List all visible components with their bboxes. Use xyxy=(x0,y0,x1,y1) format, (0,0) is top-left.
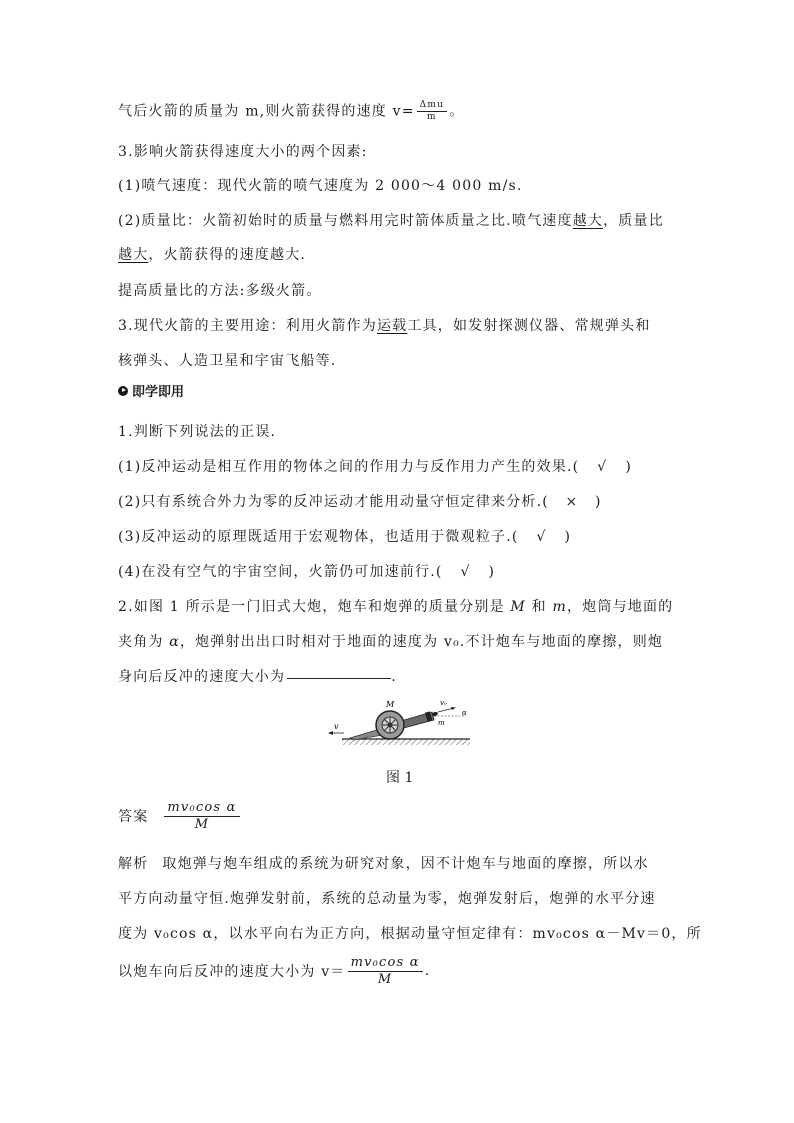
underlined-text: 越大 xyxy=(572,213,604,229)
check-mark: √ xyxy=(460,564,471,580)
line-text: 2.如图 1 所示是一门旧式大炮，炮车和炮弹的质量分别是 xyxy=(118,599,511,615)
wheel-axle xyxy=(388,723,393,728)
q1-title: 1.判断下列说法的正误. xyxy=(118,424,277,440)
q1-item-3 xyxy=(118,526,571,546)
line-text: (2)质量比：火箭初始时的质量与燃料用完时箭体质量之比.喷气速度 xyxy=(118,213,573,229)
line-text: ，炮筒与地面的 xyxy=(566,599,674,615)
q1-item-2 xyxy=(118,491,602,511)
answer-label: 答案 xyxy=(118,809,149,826)
text-line-jet-speed: (1)喷气速度：现代火箭的喷气速度为 2 000～4 000 m/s. xyxy=(118,178,523,194)
text-line-velocity xyxy=(118,100,464,123)
line-text: 和 xyxy=(525,599,553,615)
item-text: (1)反冲运动是相互作用的物体之间的作用力与反作用力产生的效果.( xyxy=(118,459,580,475)
fraction-numerator: mv₀cos α xyxy=(348,955,423,972)
line-text: 身向后反冲的速度大小为 xyxy=(118,669,286,685)
figure-caption: 图 1 xyxy=(386,770,414,786)
analysis-label: 解析 xyxy=(118,856,149,872)
text-line-mass-ratio xyxy=(118,210,664,230)
text-line-factors-title: 3.影响火箭获得速度大小的两个因素: xyxy=(118,144,368,160)
item-close: ) xyxy=(625,459,633,475)
velocity-fraction xyxy=(417,100,447,123)
fraction-denominator: M xyxy=(377,971,393,987)
answer-fraction xyxy=(164,800,239,832)
text-line-mass-ratio-cont xyxy=(118,244,306,264)
line-text: 。 xyxy=(449,103,465,120)
q2-line-1 xyxy=(118,596,673,616)
item-text: (4)在没有空气的宇宙空间，火箭仍可加速前行.( xyxy=(118,564,443,580)
line-text: ，炮弹射出出口时相对于地面的速度为 v₀.不计炮车与地面的摩擦，则炮 xyxy=(179,634,664,650)
check-mark: √ xyxy=(536,529,547,545)
label-alpha: α xyxy=(462,709,467,717)
line-text: . xyxy=(391,669,397,685)
underlined-text: 运载 xyxy=(376,318,408,334)
cross-mark: × xyxy=(565,494,579,510)
var-M: M xyxy=(510,599,526,615)
analysis-line-1 xyxy=(118,853,649,873)
fraction-denominator: M xyxy=(194,816,210,832)
item-close: ) xyxy=(594,494,602,510)
q1-item-4 xyxy=(118,561,495,581)
text-line-uses xyxy=(118,315,651,335)
analysis-line-4 xyxy=(118,955,430,987)
analysis-line-2: 平方向动量守恒.炮弹发射前，系统的总动量为零，炮弹发射后，炮弹的水平分速 xyxy=(118,891,656,907)
line-text: 3.现代火箭的主要用途：利用火箭作为 xyxy=(118,318,377,334)
q2-line-2 xyxy=(118,631,663,651)
answer-line xyxy=(118,800,242,832)
item-text: (3)反冲运动的原理既适用于宏观物体，也适用于微观粒子.( xyxy=(118,529,519,545)
text-line-multistage: 提高质量比的方法:多级火箭。 xyxy=(118,283,322,299)
line-text: 气后火箭的质量为 m,则火箭获得的速度 v= xyxy=(118,103,415,120)
fraction-numerator: Δmu xyxy=(417,100,447,112)
var-m: m xyxy=(552,599,567,615)
fraction-numerator: mv₀cos α xyxy=(164,800,239,817)
label-v0: v₀ xyxy=(440,699,447,707)
analysis-line-3: 度为 v₀cos α，以水平向右为正方向，根据动量守恒定律有：mv₀cos α－Mv＝0，所 xyxy=(118,926,702,942)
line-text: ，质量比 xyxy=(603,213,664,229)
result-fraction xyxy=(348,955,423,987)
line-text: 以炮车向后反冲的速度大小为 v＝ xyxy=(118,964,346,981)
check-mark: √ xyxy=(597,459,608,475)
item-text: (2)只有系统合外力为零的反冲运动才能用动量守恒定律来分析.( xyxy=(118,494,549,510)
underlined-text: 越大 xyxy=(118,247,149,263)
label-m: m xyxy=(438,719,445,727)
line-text: ，火箭获得的速度越大. xyxy=(148,247,307,263)
line-text: 取炮弹与炮车组成的系统为研究对象，因不计炮车与地面的摩擦，所以水 xyxy=(162,856,649,872)
text-line-uses-cont: 核弹头、人造卫星和宇宙飞船等. xyxy=(118,353,337,369)
label-M: M xyxy=(386,700,395,709)
cannon-figure xyxy=(322,698,482,750)
section-title: 即学即用 xyxy=(132,385,185,400)
fraction-denominator: m xyxy=(427,111,437,122)
line-text: 工具，如发射探测仪器、常规弹头和 xyxy=(407,318,651,334)
line-text: . xyxy=(424,963,431,980)
play-icon xyxy=(118,386,128,396)
item-close: ) xyxy=(564,529,572,545)
var-alpha: α xyxy=(169,634,180,650)
item-close: ) xyxy=(488,564,496,580)
q2-line-3 xyxy=(118,666,397,686)
shell-arrowhead xyxy=(451,707,456,710)
label-v: v xyxy=(334,722,339,731)
ground-hatching xyxy=(342,739,470,745)
recoil-arrowhead xyxy=(328,731,333,735)
q1-item-1 xyxy=(118,456,632,476)
answer-blank xyxy=(287,677,391,679)
section-heading xyxy=(118,381,184,400)
line-text: 夹角为 xyxy=(118,634,170,650)
